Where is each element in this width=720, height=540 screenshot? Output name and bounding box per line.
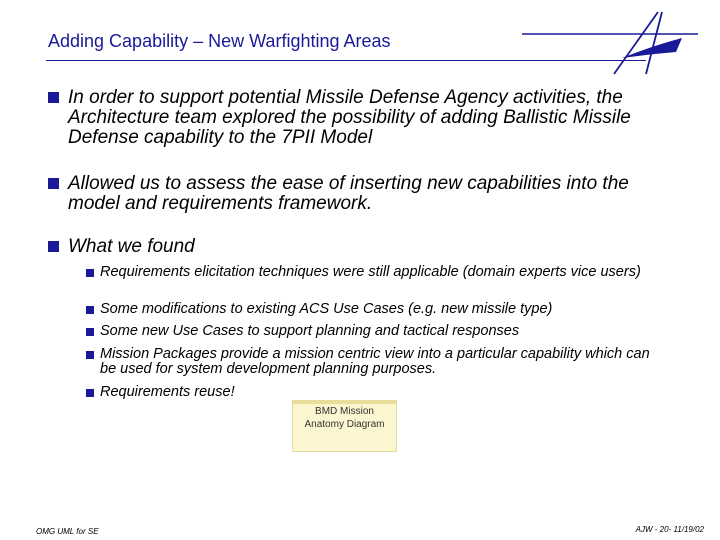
bullet-marker bbox=[48, 92, 59, 103]
bullet-text: In order to support potential Missile Defense Agency activities, the Architecture team explored the possibility of adding Ballistic Missile Defense capability to the 7PII Model bbox=[68, 87, 631, 148]
title-rule bbox=[46, 60, 646, 61]
bullet-2 bbox=[48, 174, 668, 214]
bullet-marker bbox=[48, 241, 59, 252]
sub-bullet-marker bbox=[86, 389, 94, 397]
sub-bullet-marker bbox=[86, 306, 94, 314]
sub-bullet-text: Some new Use Cases to support planning and tactical responses bbox=[100, 323, 520, 339]
sub-bullet-text: Requirements elicitation techniques were still applicable (domain experts vice users) bbox=[100, 264, 641, 280]
sub-bullet-3 bbox=[86, 324, 660, 339]
bullet-text: What we found bbox=[68, 236, 195, 257]
bullet-3 bbox=[48, 237, 668, 257]
sub-bullet-2 bbox=[86, 302, 660, 317]
slide-title: Adding Capability – New Warfighting Areas bbox=[48, 31, 391, 51]
diagram-label-line1: BMD Mission bbox=[315, 406, 374, 417]
sub-bullet-text: Some modifications to existing ACS Use Cases (e.g. new missile type) bbox=[100, 301, 553, 317]
sub-bullet-text: Mission Packages provide a mission centric view into a particular capability which can be used for system development planning purposes. bbox=[100, 346, 650, 377]
sub-bullet-marker bbox=[86, 351, 94, 359]
diagram-header-bar bbox=[293, 401, 396, 404]
logo-icon bbox=[522, 8, 702, 80]
footer-right: AJW - 20- 11/19/02 bbox=[635, 525, 704, 534]
sub-bullet-1 bbox=[86, 265, 660, 280]
diagram-label bbox=[293, 405, 396, 431]
bmd-mission-diagram[interactable] bbox=[292, 400, 397, 452]
diagram-label-line2: Anatomy Diagram bbox=[304, 419, 385, 430]
footer-left: OMG UML for SE bbox=[36, 527, 99, 536]
sub-bullet-text: Requirements reuse! bbox=[100, 384, 235, 400]
bullet-marker bbox=[48, 178, 59, 189]
bullet-1 bbox=[48, 88, 668, 148]
sub-bullet-marker bbox=[86, 269, 94, 277]
sub-bullet-5 bbox=[86, 385, 660, 400]
sub-bullet-4 bbox=[86, 347, 660, 377]
bullet-text: Allowed us to assess the ease of inserting new capabilities into the model and requirements framework. bbox=[68, 173, 629, 214]
sub-bullet-marker bbox=[86, 328, 94, 336]
